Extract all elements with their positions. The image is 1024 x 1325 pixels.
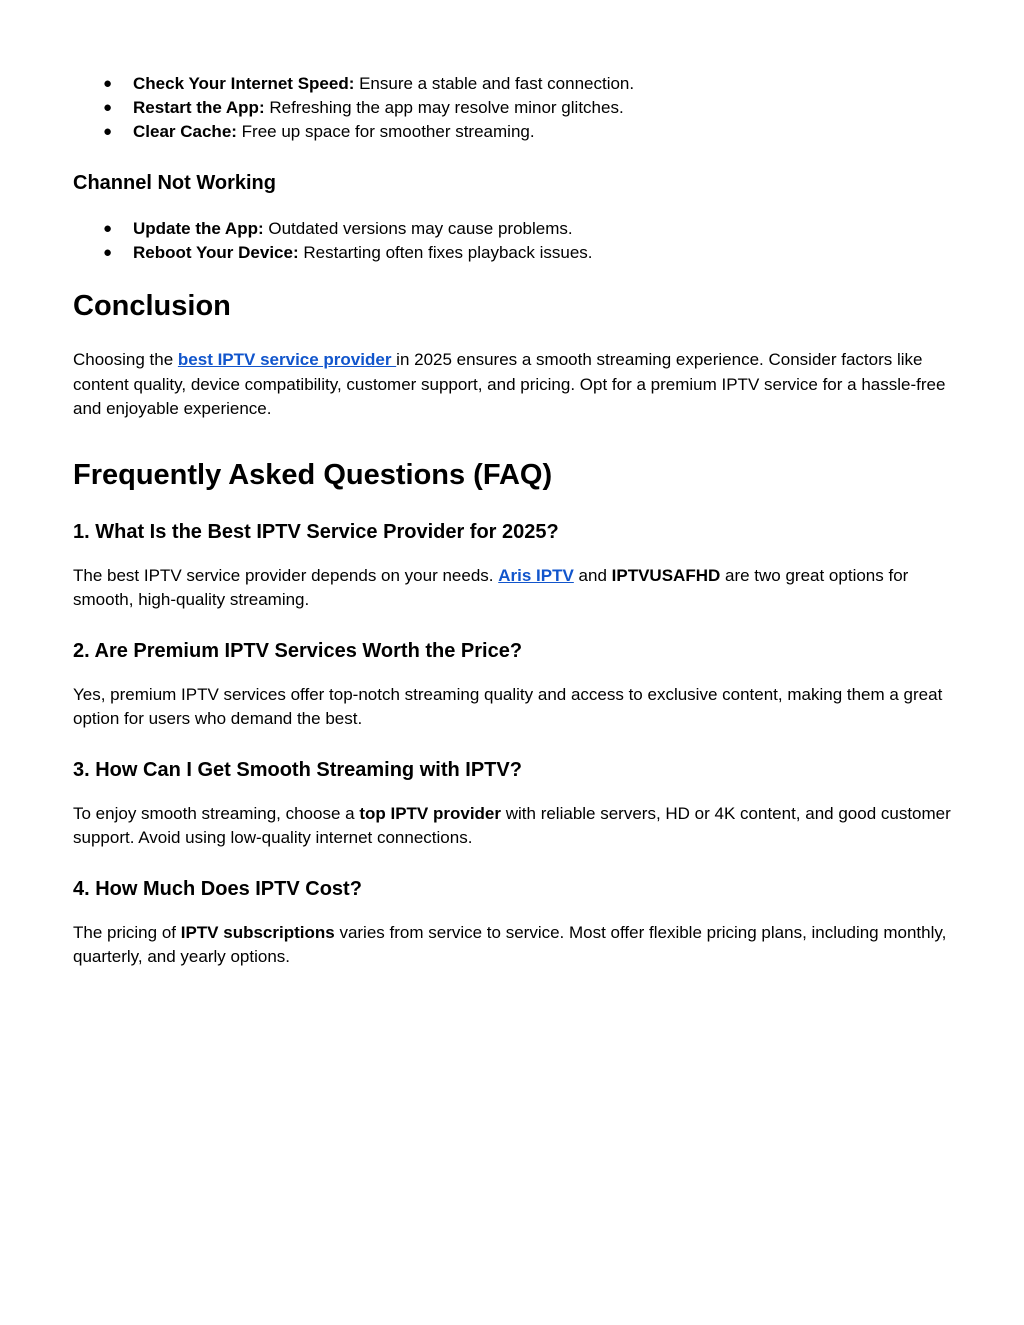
paragraph-bold: IPTVUSAFHD — [611, 565, 721, 585]
bullet-icon: ● — [103, 123, 113, 140]
conclusion-paragraph — [73, 348, 951, 422]
paragraph-text: Choosing the — [73, 350, 178, 369]
bullet-icon: ● — [103, 244, 113, 261]
list-item — [73, 96, 951, 120]
bullet-icon: ● — [103, 75, 113, 92]
faq-answer-2: Yes, premium IPTV services offer top-notch streaming quality and access to exclusive content, making them a great option for users who demand the best. — [73, 684, 943, 728]
list-item-text: Restarting often fixes playback issues. — [298, 243, 593, 262]
list-item-text: Refreshing the app may resolve minor glitches. — [264, 98, 624, 117]
conclusion-heading: Conclusion — [73, 290, 231, 322]
faq-question-4: 4. How Much Does IPTV Cost? — [73, 877, 362, 900]
list-item-text: Ensure a stable and fast connection. — [354, 74, 635, 93]
faq-answer-3 — [73, 802, 951, 851]
faq-question-1: 1. What Is the Best IPTV Service Provider for 2025? — [73, 520, 559, 543]
faq-question-3: 3. How Can I Get Smooth Streaming with IPTV? — [73, 758, 522, 781]
paragraph-text: The best IPTV service provider depends on your needs. — [73, 565, 499, 585]
list-item — [73, 120, 951, 144]
paragraph-text: in 2025 ensures a smooth streaming experience. Consider factors like content quality, device compatibility, customer support, and pricing. Opt for a premium IPTV service for a hassle-free and enjoyable experience. — [73, 350, 946, 418]
paragraph-text: To enjoy smooth streaming, choose a — [73, 803, 360, 823]
list-item-bold: Restart the App: — [133, 98, 265, 117]
faq-answer-1 — [73, 564, 951, 613]
aris-iptv-link[interactable]: Aris IPTV — [498, 565, 574, 585]
list-item — [73, 217, 951, 241]
channel-fix-list — [73, 217, 951, 265]
paragraph-text: varies from service to service. Most offer flexible pricing plans, including monthly, quarterly, and yearly options. — [73, 922, 947, 966]
paragraph-bold: IPTV subscriptions — [180, 922, 335, 942]
list-item-bold: Check Your Internet Speed: — [133, 74, 355, 93]
best-iptv-provider-link[interactable]: best IPTV service provider — [177, 350, 397, 369]
faq-question-2: 2. Are Premium IPTV Services Worth the Price? — [73, 639, 523, 662]
paragraph-bold: top IPTV provider — [359, 803, 502, 823]
list-item — [73, 241, 951, 265]
bullet-icon: ● — [103, 99, 113, 116]
faq-heading: Frequently Asked Questions (FAQ) — [73, 458, 553, 491]
troubleshooting-list — [73, 72, 951, 144]
list-item — [73, 72, 951, 96]
list-item-text: Outdated versions may cause problems. — [263, 219, 573, 238]
paragraph-text: The pricing of — [73, 922, 181, 942]
channel-heading: Channel Not Working — [73, 172, 276, 194]
list-item-bold: Update the App: — [133, 219, 264, 238]
list-item-bold: Clear Cache: — [133, 122, 237, 141]
faq-answer-4 — [73, 921, 951, 970]
paragraph-text: are two great options for smooth, high-quality streaming. — [73, 565, 909, 609]
paragraph-text: with reliable servers, HD or 4K content, and good customer support. Avoid using low-quality internet connections. — [73, 803, 951, 847]
bullet-icon: ● — [103, 220, 113, 237]
paragraph-text: and — [573, 565, 612, 585]
list-item-bold: Reboot Your Device: — [133, 243, 299, 262]
list-item-text: Free up space for smoother streaming. — [236, 122, 535, 141]
